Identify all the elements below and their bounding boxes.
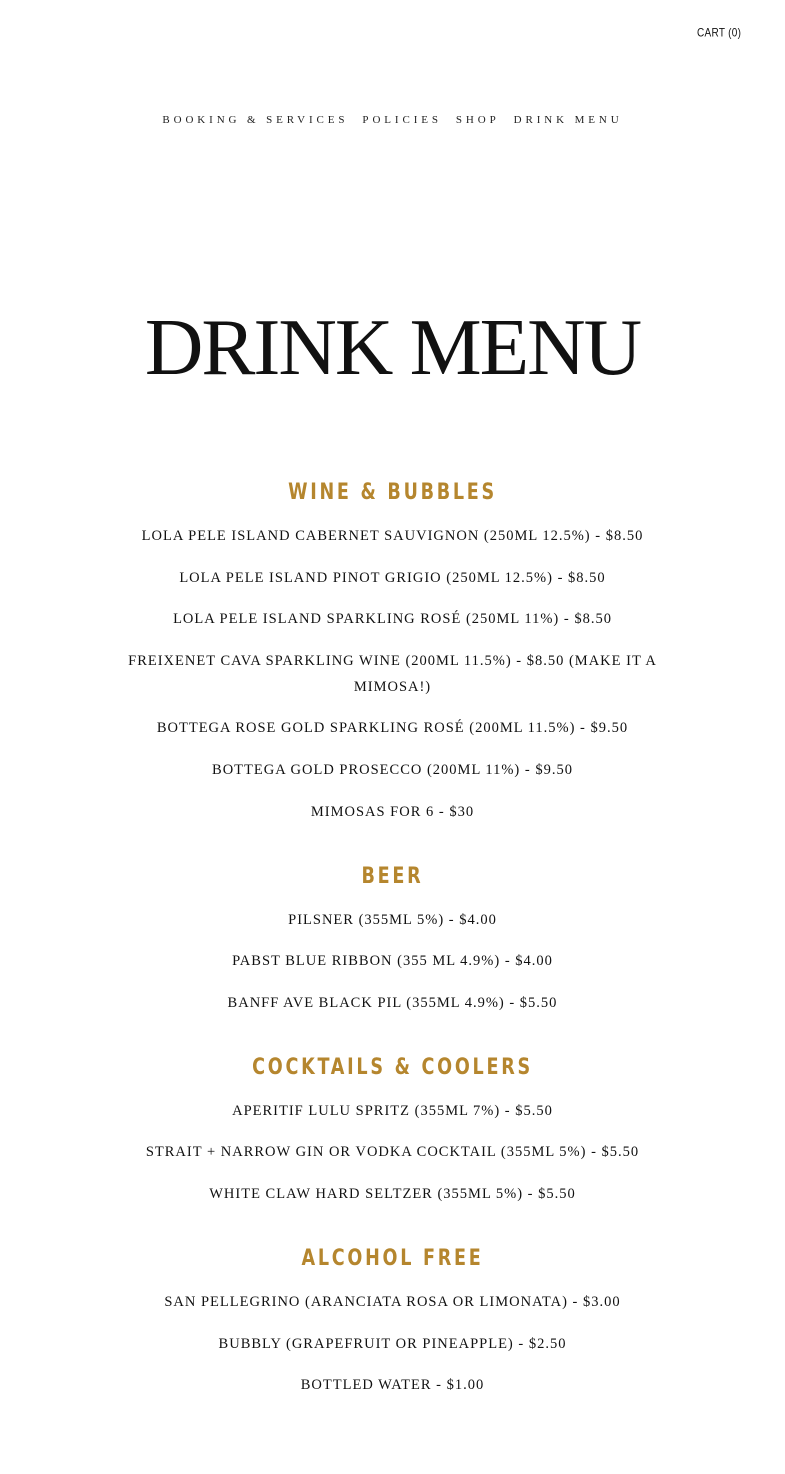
menu-item: BOTTEGA GOLD PROSECCO (200ML 11%) - $9.50 bbox=[212, 761, 573, 778]
menu-item: PABST BLUE RIBBON (355 ML 4.9%) - $4.00 bbox=[232, 953, 553, 970]
nav-item-shop[interactable]: SHOP bbox=[455, 114, 500, 126]
menu-item: MIMOSAS FOR 6 - $30 bbox=[310, 803, 475, 820]
section-beer bbox=[0, 862, 785, 1016]
item-list bbox=[0, 523, 785, 825]
menu-item: BUBBLY (GRAPEFRUIT OR PINEAPPLE) - $2.50 bbox=[218, 1335, 567, 1352]
menu-item: WHITE CLAW HARD SELTZER (355ML 5%) - $5.50 bbox=[209, 1185, 576, 1202]
section-heading: WINE & BUBBLES bbox=[288, 480, 497, 505]
section-alcohol-free bbox=[0, 1244, 785, 1398]
item-list bbox=[0, 907, 785, 1016]
menu-item: BOTTLED WATER - $1.00 bbox=[300, 1377, 485, 1394]
section-wine-bubbles bbox=[0, 478, 785, 825]
menu-item: BOTTEGA ROSE GOLD SPARKLING ROSÉ (200ML 11.5%) - $9.50 bbox=[156, 720, 629, 737]
section-cocktails-coolers bbox=[0, 1053, 785, 1207]
main-nav bbox=[0, 110, 785, 128]
nav-item-drink-menu[interactable]: DRINK MENU bbox=[513, 114, 623, 126]
menu-item: APERITIF LULU SPRITZ (355ML 7%) - $5.50 bbox=[232, 1102, 553, 1119]
menu-item: LOLA PELE ISLAND PINOT GRIGIO (250ML 12.5%) - $8.50 bbox=[179, 569, 606, 586]
menu-item: LOLA PELE ISLAND CABERNET SAUVIGNON (250ML 12.5%) - $8.50 bbox=[141, 528, 644, 544]
cart-link[interactable]: CART (0) bbox=[697, 27, 742, 40]
menu-item: PILSNER (355ML 5%) - $4.00 bbox=[288, 911, 497, 928]
section-heading: BEER bbox=[361, 863, 424, 889]
section-heading: ALCOHOL FREE bbox=[301, 1245, 484, 1271]
item-list bbox=[0, 1098, 785, 1207]
page-title: DRINK MENU bbox=[144, 302, 641, 392]
nav-item-policies[interactable]: POLICIES bbox=[362, 114, 442, 126]
menu-item: LOLA PELE ISLAND SPARKLING ROSÉ (250ML 11%) - $8.50 bbox=[173, 611, 612, 628]
drink-menu bbox=[0, 478, 785, 1435]
item-list bbox=[0, 1289, 785, 1398]
menu-item: FREIXENET CAVA SPARKLING WINE (200ML 11.5%) - $8.50 (MAKE IT A MIMOSA!) bbox=[128, 652, 657, 695]
section-heading: COCKTAILS & COOLERS bbox=[252, 1054, 533, 1080]
menu-item: BANFF AVE BLACK PIL (355ML 4.9%) - $5.50 bbox=[227, 994, 558, 1011]
nav-item-booking-services[interactable]: BOOKING & SERVICES bbox=[162, 114, 349, 126]
menu-item: STRAIT + NARROW GIN OR VODKA COCKTAIL (355ML 5%) - $5.50 bbox=[145, 1144, 640, 1161]
menu-item: SAN PELLEGRINO (ARANCIATA ROSA OR LIMONATA) - $3.00 bbox=[164, 1293, 621, 1310]
